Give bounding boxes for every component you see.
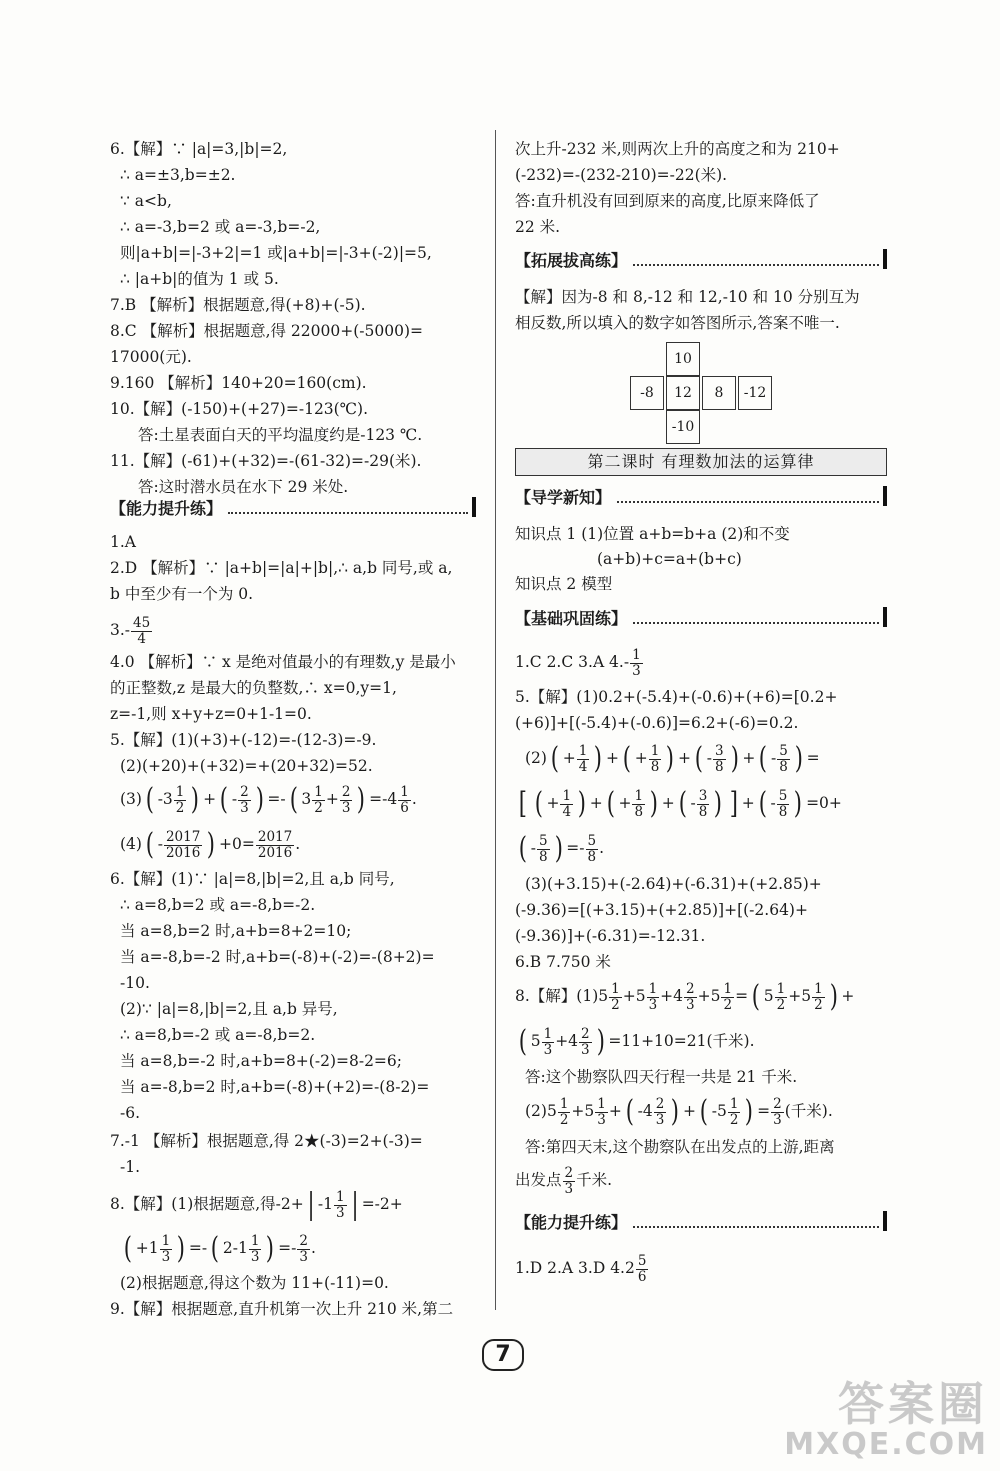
- net-cell: -10: [666, 410, 700, 444]
- lesson-title: 第二课时 有理数加法的运算律: [515, 448, 887, 476]
- text-line: (-232)=-(232-210)=-22(米).: [515, 166, 728, 184]
- text-line: 6.B 7.750 米: [515, 953, 611, 971]
- text-line: 1.A: [110, 533, 136, 551]
- text-line: 8.C 【解析】根据题意,得 22000+(-5000)=: [110, 322, 423, 340]
- text-line: 答:这时潜水员在水下 29 米处.: [138, 478, 349, 496]
- header-bar: [472, 497, 476, 517]
- formula-line: (4) ( - $\frac{2017}{2016}$ ) +0= $\frac{2017}{2016}$ .: [120, 827, 301, 862]
- text-line: 9.160 【解析】140+20=160(cm).: [110, 374, 367, 392]
- text-line: 相反数,所以填入的数字如答图所示,答案不唯一.: [515, 314, 840, 332]
- section-header: [515, 604, 887, 630]
- net-cell: -8: [630, 376, 664, 410]
- section-header: [515, 246, 887, 272]
- header-bar: [883, 607, 887, 627]
- text-line: 5.【解】(1)0.2+(-5.4)+(-0.6)+(+6)=[0.2+: [515, 688, 838, 706]
- page-number: 7: [482, 1339, 524, 1371]
- text-line: 当 a=8,b=-2 时,a+b=8+(-2)=8-2=6;: [120, 1052, 403, 1070]
- formula-line: 出发点 $\frac{2}{3}$ 千米.: [515, 1164, 613, 1197]
- section-title: 【能力提升练】: [515, 1212, 628, 1232]
- text-line: (3)(+3.15)+(-2.64)+(-6.31)+(+2.85)+: [525, 875, 822, 893]
- text-line: ∴ a=8,b=2 或 a=-8,b=-2.: [120, 896, 316, 914]
- column-divider: [495, 130, 496, 1310]
- text-line: 9.【解】根据题意,直升机第一次上升 210 米,第二: [110, 1300, 454, 1318]
- text-line: (a+b)+c=a+(b+c): [597, 550, 742, 568]
- text-line: ∴ a=8,b=-2 或 a=-8,b=2.: [120, 1026, 316, 1044]
- section-title: 【拓展拔高练】: [515, 250, 628, 270]
- section-header: [515, 483, 887, 509]
- text-line: 答:直升机没有回到原来的高度,比原来降低了: [515, 192, 820, 210]
- header-bar: [883, 249, 887, 269]
- formula-line: [ ( + $\frac{1}{4}$ ) + ( + $\frac{1}{8}$ ) + ( - $\frac{3}{8}$ ) ] + ( - $\frac{5}{8}$ ) =0+: [518, 786, 842, 821]
- text-line: (+6)]+[(-5.4)+(-0.6)]=6.2+(-6)=0.2.: [515, 714, 799, 732]
- formula-line: 8.【解】(1)5 $\frac{1}{2}$ +5 $\frac{1}{3}$ +4 $\frac{2}{3}$ +5 $\frac{1}{2}$ = ( 5 $\frac{1}{2}$ +5 $\frac{1}{2}$ ) +: [515, 979, 855, 1014]
- text-line: ∴ a=-3,b=2 或 a=-3,b=-2,: [120, 218, 321, 236]
- text-line: 22 米.: [515, 218, 561, 236]
- cube-net-figure: [630, 342, 770, 444]
- text-line: ∴ a=±3,b=±2.: [120, 166, 236, 184]
- text-line: 次上升-232 米,则两次上升的高度之和为 210+: [515, 140, 840, 158]
- text-line: 当 a=8,b=2 时,a+b=8+2=10;: [120, 922, 352, 940]
- text-line: (2)根据题意,得这个数为 11+(-11)=0.: [120, 1274, 389, 1292]
- text-line: 17000(元).: [110, 348, 192, 366]
- text-line: 答:土星表面白天的平均温度约是-123 ℃.: [138, 426, 423, 444]
- text-line: 4.0 【解析】∵ x 是绝对值最小的有理数,y 是最小: [110, 653, 456, 671]
- net-cell: 8: [702, 376, 736, 410]
- text-line: ∴ |a+b|的值为 1 或 5.: [120, 270, 279, 288]
- text-line: 7.-1 【解析】根据题意,得 2★(-3)=2+(-3)=: [110, 1132, 423, 1150]
- formula-line: (3) ( -3 $\frac{1}{2}$ ) + ( - $\frac{2}{3}$ ) =- ( 3 $\frac{1}{2}$ + $\frac{2}{3}$ ) =-4 $\frac{1}{6}$ .: [120, 782, 417, 817]
- section-title: 【能力提升练】: [110, 498, 223, 518]
- formula-line: (2) ( + $\frac{1}{4}$ ) + ( + $\frac{1}{8}$ ) + ( - $\frac{3}{8}$ ) + ( - $\frac{5}{8}$ ) =: [525, 741, 820, 776]
- text-line: b 中至少有一个为 0.: [110, 585, 254, 603]
- text-line: (-9.36)]+(-6.31)=-12.31.: [515, 927, 706, 945]
- text-line: 则|a+b|=|-3+2|=1 或|a+b|=|-3+(-2)|=5,: [120, 244, 432, 262]
- text-line: 1.C 2.C 3.A 4.- $\frac{1}{3}$: [515, 646, 641, 679]
- text-line: 知识点 1 (1)位置 a+b=b+a (2)和不变: [515, 525, 790, 543]
- text-line: 11.【解】(-61)+(+32)=-(61-32)=-29(米).: [110, 452, 422, 470]
- formula-line: ( 5 $\frac{1}{3}$ +4 $\frac{2}{3}$ ) =11+10=21(千米).: [518, 1024, 755, 1059]
- net-cell: 12: [666, 376, 700, 410]
- watermark: [784, 1379, 988, 1461]
- section-header: [110, 494, 476, 520]
- text-line: 【解】因为-8 和 8,-12 和 12,-10 和 10 分别互为: [515, 288, 860, 306]
- text-line: 6.【解】(1)∵ |a|=8,|b|=2,且 a,b 同号,: [110, 870, 395, 888]
- text-line: 2.D 【解析】∵ |a+b|=|a|+|b|,∴ a,b 同号,或 a,: [110, 559, 453, 577]
- text-line: 6.【解】∵ |a|=3,|b|=2,: [110, 140, 288, 158]
- text-line: (2)(+20)+(+32)=+(20+32)=52.: [120, 757, 373, 775]
- text-line: z=-1,则 x+y+z=0+1-1=0.: [110, 705, 312, 723]
- section-header: [515, 1208, 887, 1234]
- net-cell: -12: [738, 376, 772, 410]
- header-bar: [883, 1211, 887, 1231]
- text-line: 当 a=-8,b=-2 时,a+b=(-8)+(-2)=-(8+2)=: [120, 948, 435, 966]
- text-line: 答:这个勘察队四天行程一共是 21 千米.: [525, 1068, 798, 1086]
- watermark-url: MXQE.COM: [784, 1427, 988, 1462]
- text-line: 知识点 2 模型: [515, 575, 613, 593]
- text-line: -6.: [120, 1104, 141, 1122]
- net-cell: 10: [666, 342, 700, 376]
- text-line: ∵ a<b,: [120, 192, 172, 210]
- text-line: (-9.36)=[(+3.15)+(+2.85)]+[(-2.64)+: [515, 901, 808, 919]
- formula-line: 8.【解】(1)根据题意,得-2+ | -1 $\frac{1}{3}$ | =-2+: [110, 1187, 403, 1222]
- text-line: -10.: [120, 974, 150, 992]
- formula-line: ( - $\frac{5}{8}$ ) =- $\frac{5}{8}$ .: [518, 831, 605, 866]
- text-line: 当 a=-8,b=2 时,a+b=(-8)+(+2)=-(8-2)=: [120, 1078, 430, 1096]
- formula-line: (2)5 $\frac{1}{2}$ +5 $\frac{1}{3}$ + ( -4 $\frac{2}{3}$ ) + ( -5 $\frac{1}{2}$ ) = $\frac{2}{3}$ (千米).: [525, 1094, 833, 1129]
- text-line: (2)∵ |a|=8,|b|=2,且 a,b 异号,: [120, 1000, 338, 1018]
- text-line: 7.B 【解析】根据题意,得(+8)+(-5).: [110, 296, 366, 314]
- text-line: 10.【解】(-150)+(+27)=-123(℃).: [110, 400, 369, 418]
- text-line: 5.【解】(1)(+3)+(-12)=-(12-3)=-9.: [110, 731, 377, 749]
- text-line: 的正整数,z 是最大的负整数,∴ x=0,y=1,: [110, 679, 397, 697]
- section-title: 【基础巩固练】: [515, 608, 628, 628]
- header-bar: [883, 486, 887, 506]
- formula-line: ( +1 $\frac{1}{3}$ ) =- ( 2-1 $\frac{1}{3}$ ) =- $\frac{2}{3}$ .: [123, 1231, 316, 1266]
- fraction: $\frac{45}{4}$: [133, 614, 151, 647]
- watermark-logo: 答案圈: [838, 1377, 988, 1431]
- text-line: 1.D 2.A 3.D 4.2 $\frac{5}{6}$: [515, 1252, 647, 1285]
- text-line: 3.- $\frac{45}{4}$: [110, 614, 151, 647]
- text-line: 答:第四天末,这个勘察队在出发点的上游,距离: [525, 1138, 835, 1156]
- section-title: 【导学新知】: [515, 487, 612, 507]
- text-line: -1.: [120, 1158, 141, 1176]
